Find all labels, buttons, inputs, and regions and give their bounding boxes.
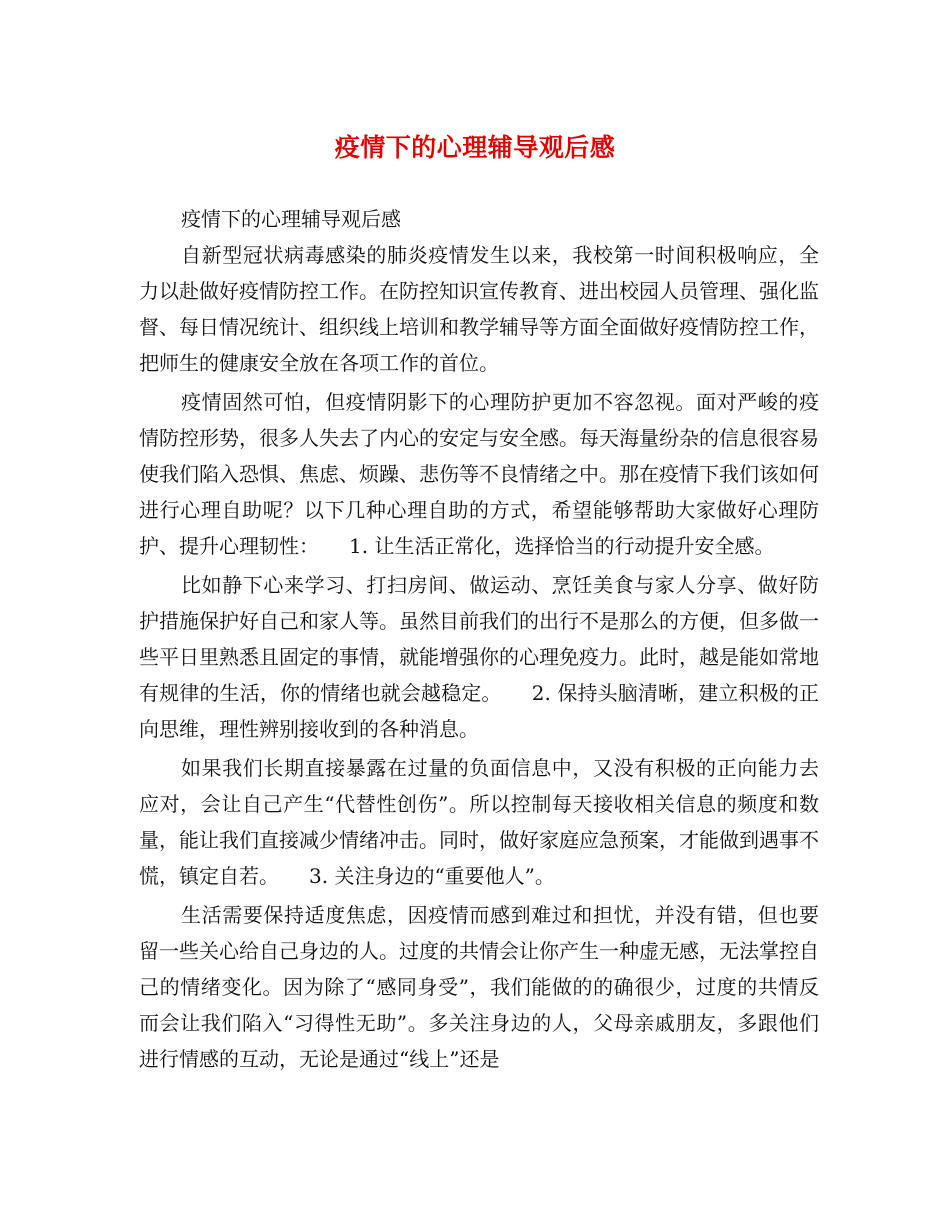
document-title: 疫情下的心理辅导观后感: [334, 133, 616, 162]
paragraph-1: 自新型冠状病毒感染的肺炎疫情发生以来，我校第一时间积极响应，全力以赴做好疫情防控工作。在防控知识宣传教育、进出校园人员管理、强化监督、每日情况统计、组织线上培训和教学辅导等方面全面做好疫情防控工作，把师生的健康安全放在各项工作的首位。: [139, 243, 819, 375]
document-body: [139, 201, 819, 1077]
paragraph-2: 疫情固然可怕，但疫情阴影下的心理防护更加不容忽视。面对严峻的疫情防控形势，很多人失去了内心的安定与安全感。每天海量纷杂的信息很容易使我们陷入恐惧、焦虑、烦躁、悲伤等不良情绪之中。那在疫情下我们该如何进行心理自助呢？以下几种心理自助的方式，希望能够帮助大家做好心理防护、提升心理韧性： 1. 让生活正常化，选择恰当的行动提升安全感。: [139, 390, 819, 558]
paragraph-4: 如果我们长期直接暴露在过量的负面信息中，又没有积极的正向能力去应对，会让自己产生“代替性创伤”。所以控制每天接收相关信息的频度和数量，能让我们直接减少情绪冲击。同时，做好家庭应急预案，才能做到遇事不慌，镇定自若。 3. 关注身边的“重要他人”。: [139, 756, 819, 888]
paragraph-5: 生活需要保持适度焦虑，因疫情而感到难过和担忧，并没有错，但也要留一些关心给自己身边的人。过度的共情会让你产生一种虚无感，无法掌控自己的情绪变化。因为除了“感同身受”，我们能做的的确很少，过度的共情反而会让我们陷入“习得性无助”。多关注身边的人，父母亲戚朋友，多跟他们进行情感的互动，无论是通过“线上”还是: [139, 903, 819, 1071]
paragraph-subtitle: 疫情下的心理辅导观后感: [181, 207, 401, 231]
paragraph-3: 比如静下心来学习、打扫房间、做运动、烹饪美食与家人分享、做好防护措施保护好自己和家人等。虽然目前我们的出行不是那么的方便，但多做一些平日里熟悉且固定的事情，就能增强你的心理免疫力。此时，越是能如常地有规律的生活，你的情绪也就会越稳定。 2. 保持头脑清晰，建立积极的正向思维，理性辨别接收到的各种消息。: [139, 573, 819, 741]
